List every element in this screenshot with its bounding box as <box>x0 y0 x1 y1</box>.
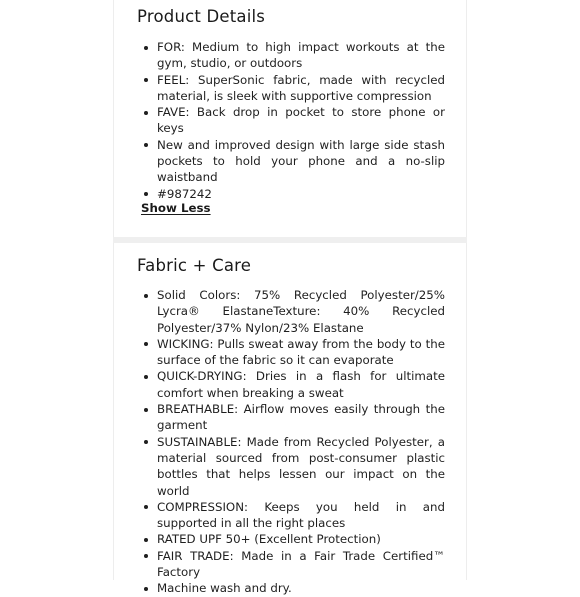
fabric-care-title: Fabric + Care <box>137 256 252 275</box>
list-item: Solid Colors: 75% Recycled Polyester/25% Lycra® ElastaneTexture: 40% Recycled Polyester/37% Nylon/23% Elastane <box>157 288 445 335</box>
list-item: New and improved design with large side stash pockets to hold your phone and a no-slip waistband <box>157 137 445 185</box>
list-item: FAIR TRADE: Made in a Fair Trade Certified™ Factory <box>157 548 445 580</box>
list-item: FEEL: SuperSonic fabric, made with recycled material, is sleek with supportive compression <box>157 72 445 103</box>
list-item: RATED UPF 50+ (Excellent Protection) <box>157 531 445 547</box>
list-item: WICKING: Pulls sweat away from the body to the surface of the fabric so it can evaporate <box>157 336 445 368</box>
list-item: SUSTAINABLE: Made from Recycled Polyester, a material sourced from post-consumer plastic bottles that helps lessen our impact on the world <box>157 434 445 498</box>
fabric-care-list <box>114 287 445 597</box>
product-details-list <box>114 39 445 202</box>
product-details-title: Product Details <box>137 7 266 26</box>
list-item: FOR: Medium to high impact workouts at the gym, studio, or outdoors <box>157 40 445 71</box>
list-item: #987242 <box>157 186 445 202</box>
list-item: FAVE: Back drop in pocket to store phone or keys <box>157 105 445 136</box>
show-less-link[interactable]: Show Less <box>141 201 211 215</box>
list-item: QUICK-DRYING: Dries in a flash for ultimate comfort when breaking a sweat <box>157 369 445 400</box>
list-item: Machine wash and dry. <box>157 580 445 596</box>
list-item: COMPRESSION: Keeps you held in and supported in all the right places <box>157 499 445 531</box>
list-item: BREATHABLE: Airflow moves easily through the garment <box>157 402 445 433</box>
product-details-section <box>113 0 467 237</box>
fabric-care-section <box>113 243 467 596</box>
